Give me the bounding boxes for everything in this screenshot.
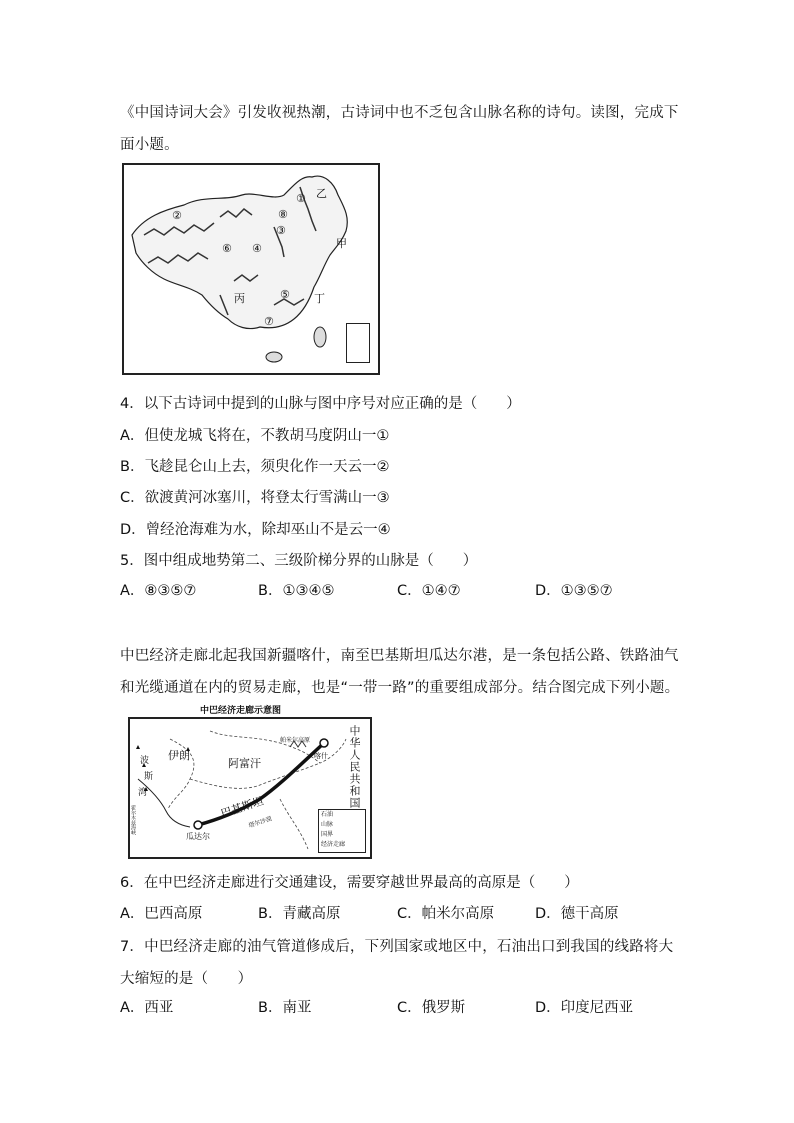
q7-stem: 7．中巴经济走廊的油气管道修成后，下列国家或地区中，石油出口到我国的线路将大大缩短的是（ ） bbox=[120, 939, 674, 987]
q4-option-b[interactable]: B．飞趁昆仑山上去，须臾化作一天云一② bbox=[120, 459, 390, 475]
q6-option-b[interactable]: B．青藏高原 bbox=[258, 906, 341, 922]
cpec-label-hormuz: 霍尔木兹海峡 bbox=[130, 805, 136, 835]
q4-option-d[interactable]: D．曾经沧海难为水，除却巫山不是云一④ bbox=[120, 522, 391, 538]
legend-corridor: 经济走廊 bbox=[321, 841, 346, 848]
q4-option-a[interactable]: A．但使龙城飞将在，不教胡马度阴山一① bbox=[120, 428, 390, 444]
china-map-outline bbox=[124, 165, 378, 373]
map1-label-ding: 丁 bbox=[314, 292, 325, 305]
cpec-label-gulf-3: 湾 bbox=[138, 788, 148, 798]
legend-border: 国界 bbox=[321, 831, 334, 838]
cpec-label-iran: 伊朗 bbox=[168, 749, 190, 762]
map1-label-7: ⑦ bbox=[264, 315, 274, 328]
cpec-label-kashgar: 喀什 bbox=[314, 752, 328, 760]
china-mountains-map bbox=[122, 163, 380, 375]
map1-label-2: ② bbox=[172, 209, 182, 222]
q4-stem: 4．以下古诗词中提到的山脉与图中序号对应正确的是（ ） bbox=[120, 396, 521, 412]
legend-oil: 石油 bbox=[321, 811, 334, 818]
passage-corridor-intro: 中巴经济走廊北起我国新疆喀什，南至巴基斯坦瓜达尔港，是一条包括公路、铁路油气和光缆通道在内的贸易走廊，也是“一带一路”的重要组成部分。结合图完成下列小题。 bbox=[120, 648, 680, 696]
q7-option-b[interactable]: B．南亚 bbox=[258, 1000, 312, 1016]
map1-label-3: ③ bbox=[276, 224, 286, 237]
q4-option-c[interactable]: C．欲渡黄河冰塞川，将登太行雪满山一③ bbox=[120, 490, 390, 506]
map1-label-bing: 丙 bbox=[234, 292, 245, 305]
map1-label-4: ④ bbox=[252, 242, 262, 255]
map1-label-5: ⑤ bbox=[280, 288, 290, 301]
map1-label-yi: 乙 bbox=[316, 187, 327, 200]
q5-option-c[interactable]: C．①④⑦ bbox=[397, 583, 461, 599]
cpec-map-legend bbox=[318, 809, 366, 853]
south-china-sea-inset bbox=[346, 323, 370, 363]
cpec-label-china: 中华人民共和国 bbox=[348, 725, 361, 809]
q6-option-d[interactable]: D．德干高原 bbox=[535, 906, 619, 922]
legend-mountain: 山脉 bbox=[321, 821, 334, 828]
cpec-label-afghanistan: 阿富汗 bbox=[228, 757, 261, 770]
map1-label-8: ⑧ bbox=[278, 208, 288, 221]
cpec-label-gwadar: 瓜达尔 bbox=[186, 832, 210, 841]
q7-option-a[interactable]: A．西亚 bbox=[120, 1000, 174, 1016]
cpec-label-pamir: 帕米尔高原 bbox=[280, 737, 311, 744]
q6-stem: 6．在中巴经济走廊进行交通建设，需要穿越世界最高的高原是（ ） bbox=[120, 875, 579, 891]
q7-option-c[interactable]: C．俄罗斯 bbox=[397, 1000, 466, 1016]
q5-option-a[interactable]: A．⑧③⑤⑦ bbox=[120, 583, 197, 599]
q7-option-d[interactable]: D．印度尼西亚 bbox=[535, 1000, 634, 1016]
passage-poetry-intro: 《中国诗词大会》引发收视热潮，古诗词中也不乏包含山脉名称的诗句。读图，完成下面小题。 bbox=[120, 105, 679, 153]
map1-label-1: ① bbox=[296, 192, 306, 205]
cpec-map-title: 中巴经济走廊示意图 bbox=[200, 706, 282, 716]
q5-option-b[interactable]: B．①③④⑤ bbox=[258, 583, 335, 599]
map1-label-6: ⑥ bbox=[222, 242, 232, 255]
cpec-label-thar: 塔尔沙漠 bbox=[247, 815, 273, 830]
q6-option-a[interactable]: A．巴西高原 bbox=[120, 906, 203, 922]
q5-stem: 5．图中组成地势第二、三级阶梯分界的山脉是（ ） bbox=[120, 553, 478, 569]
cpec-label-gulf-2: 斯 bbox=[144, 772, 154, 782]
map1-label-jia: 甲 bbox=[336, 237, 347, 250]
cpec-label-pakistan: 巴基斯坦 bbox=[219, 794, 266, 821]
cpec-map bbox=[128, 705, 372, 860]
cpec-map-frame bbox=[128, 717, 372, 859]
q5-option-d[interactable]: D．①③⑤⑦ bbox=[535, 583, 613, 599]
q6-option-c[interactable]: C．帕米尔高原 bbox=[397, 906, 495, 922]
cpec-label-gulf-1: 波 bbox=[140, 756, 150, 766]
